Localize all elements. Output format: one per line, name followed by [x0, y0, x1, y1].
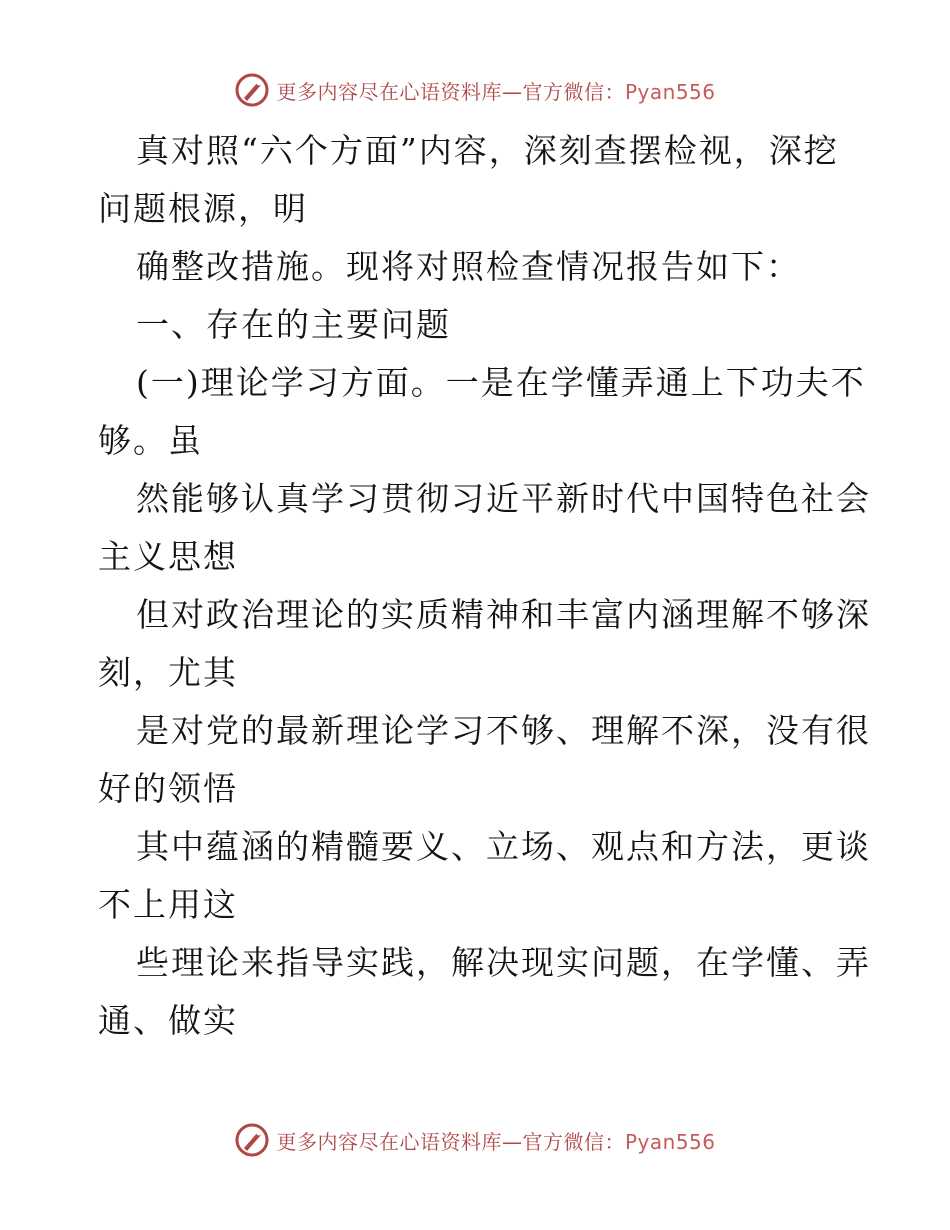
- body-line: 不上用这: [98, 885, 238, 924]
- section-heading: 一、存在的主要问题: [136, 305, 451, 344]
- body-line: 问题根源，明: [98, 189, 308, 228]
- body-line: 好的领悟: [98, 769, 238, 808]
- body-line: 确整改措施。现将对照检查情况报告如下：: [136, 247, 801, 286]
- pen-nib-icon: [234, 1122, 270, 1158]
- watermark-wechat-id: Pyan556: [624, 79, 716, 104]
- body-line: 够。虽: [98, 421, 203, 460]
- footer-watermark: [0, 1120, 950, 1160]
- body-line: 但对政治理论的实质精神和丰富内涵理解不够深: [136, 595, 871, 634]
- pen-nib-icon: [234, 72, 270, 108]
- watermark-separator: —: [501, 79, 523, 104]
- watermark-site-text: 更多内容尽在心语资料库: [276, 1129, 502, 1154]
- body-line: 是对党的最新理论学习不够、理解不深，没有很: [136, 711, 871, 750]
- body-line: 些理论来指导实践，解决现实问题，在学懂、弄: [136, 943, 871, 982]
- watermark-wechat-label: 官方微信：: [522, 1129, 625, 1154]
- header-watermark: [0, 70, 950, 110]
- body-line: 通、做实: [98, 1001, 238, 1040]
- body-line: 其中蕴涵的精髓要义、立场、观点和方法，更谈: [136, 827, 871, 866]
- body-line: 刻，尤其: [98, 653, 238, 692]
- document-body: [98, 122, 871, 1050]
- watermark-wechat-id: Pyan556: [624, 1129, 716, 1154]
- body-line: 真对照“六个方面”内容，深刻查摆检视，深挖: [136, 131, 839, 170]
- body-line: (一)理论学习方面。一是在学懂弄通上下功夫不: [136, 363, 866, 402]
- watermark-site-text: 更多内容尽在心语资料库: [276, 79, 502, 104]
- watermark-wechat-label: 官方微信：: [522, 79, 625, 104]
- watermark-separator: —: [501, 1129, 523, 1154]
- body-line: 然能够认真学习贯彻习近平新时代中国特色社会: [136, 479, 871, 518]
- body-line: 主义思想: [98, 537, 238, 576]
